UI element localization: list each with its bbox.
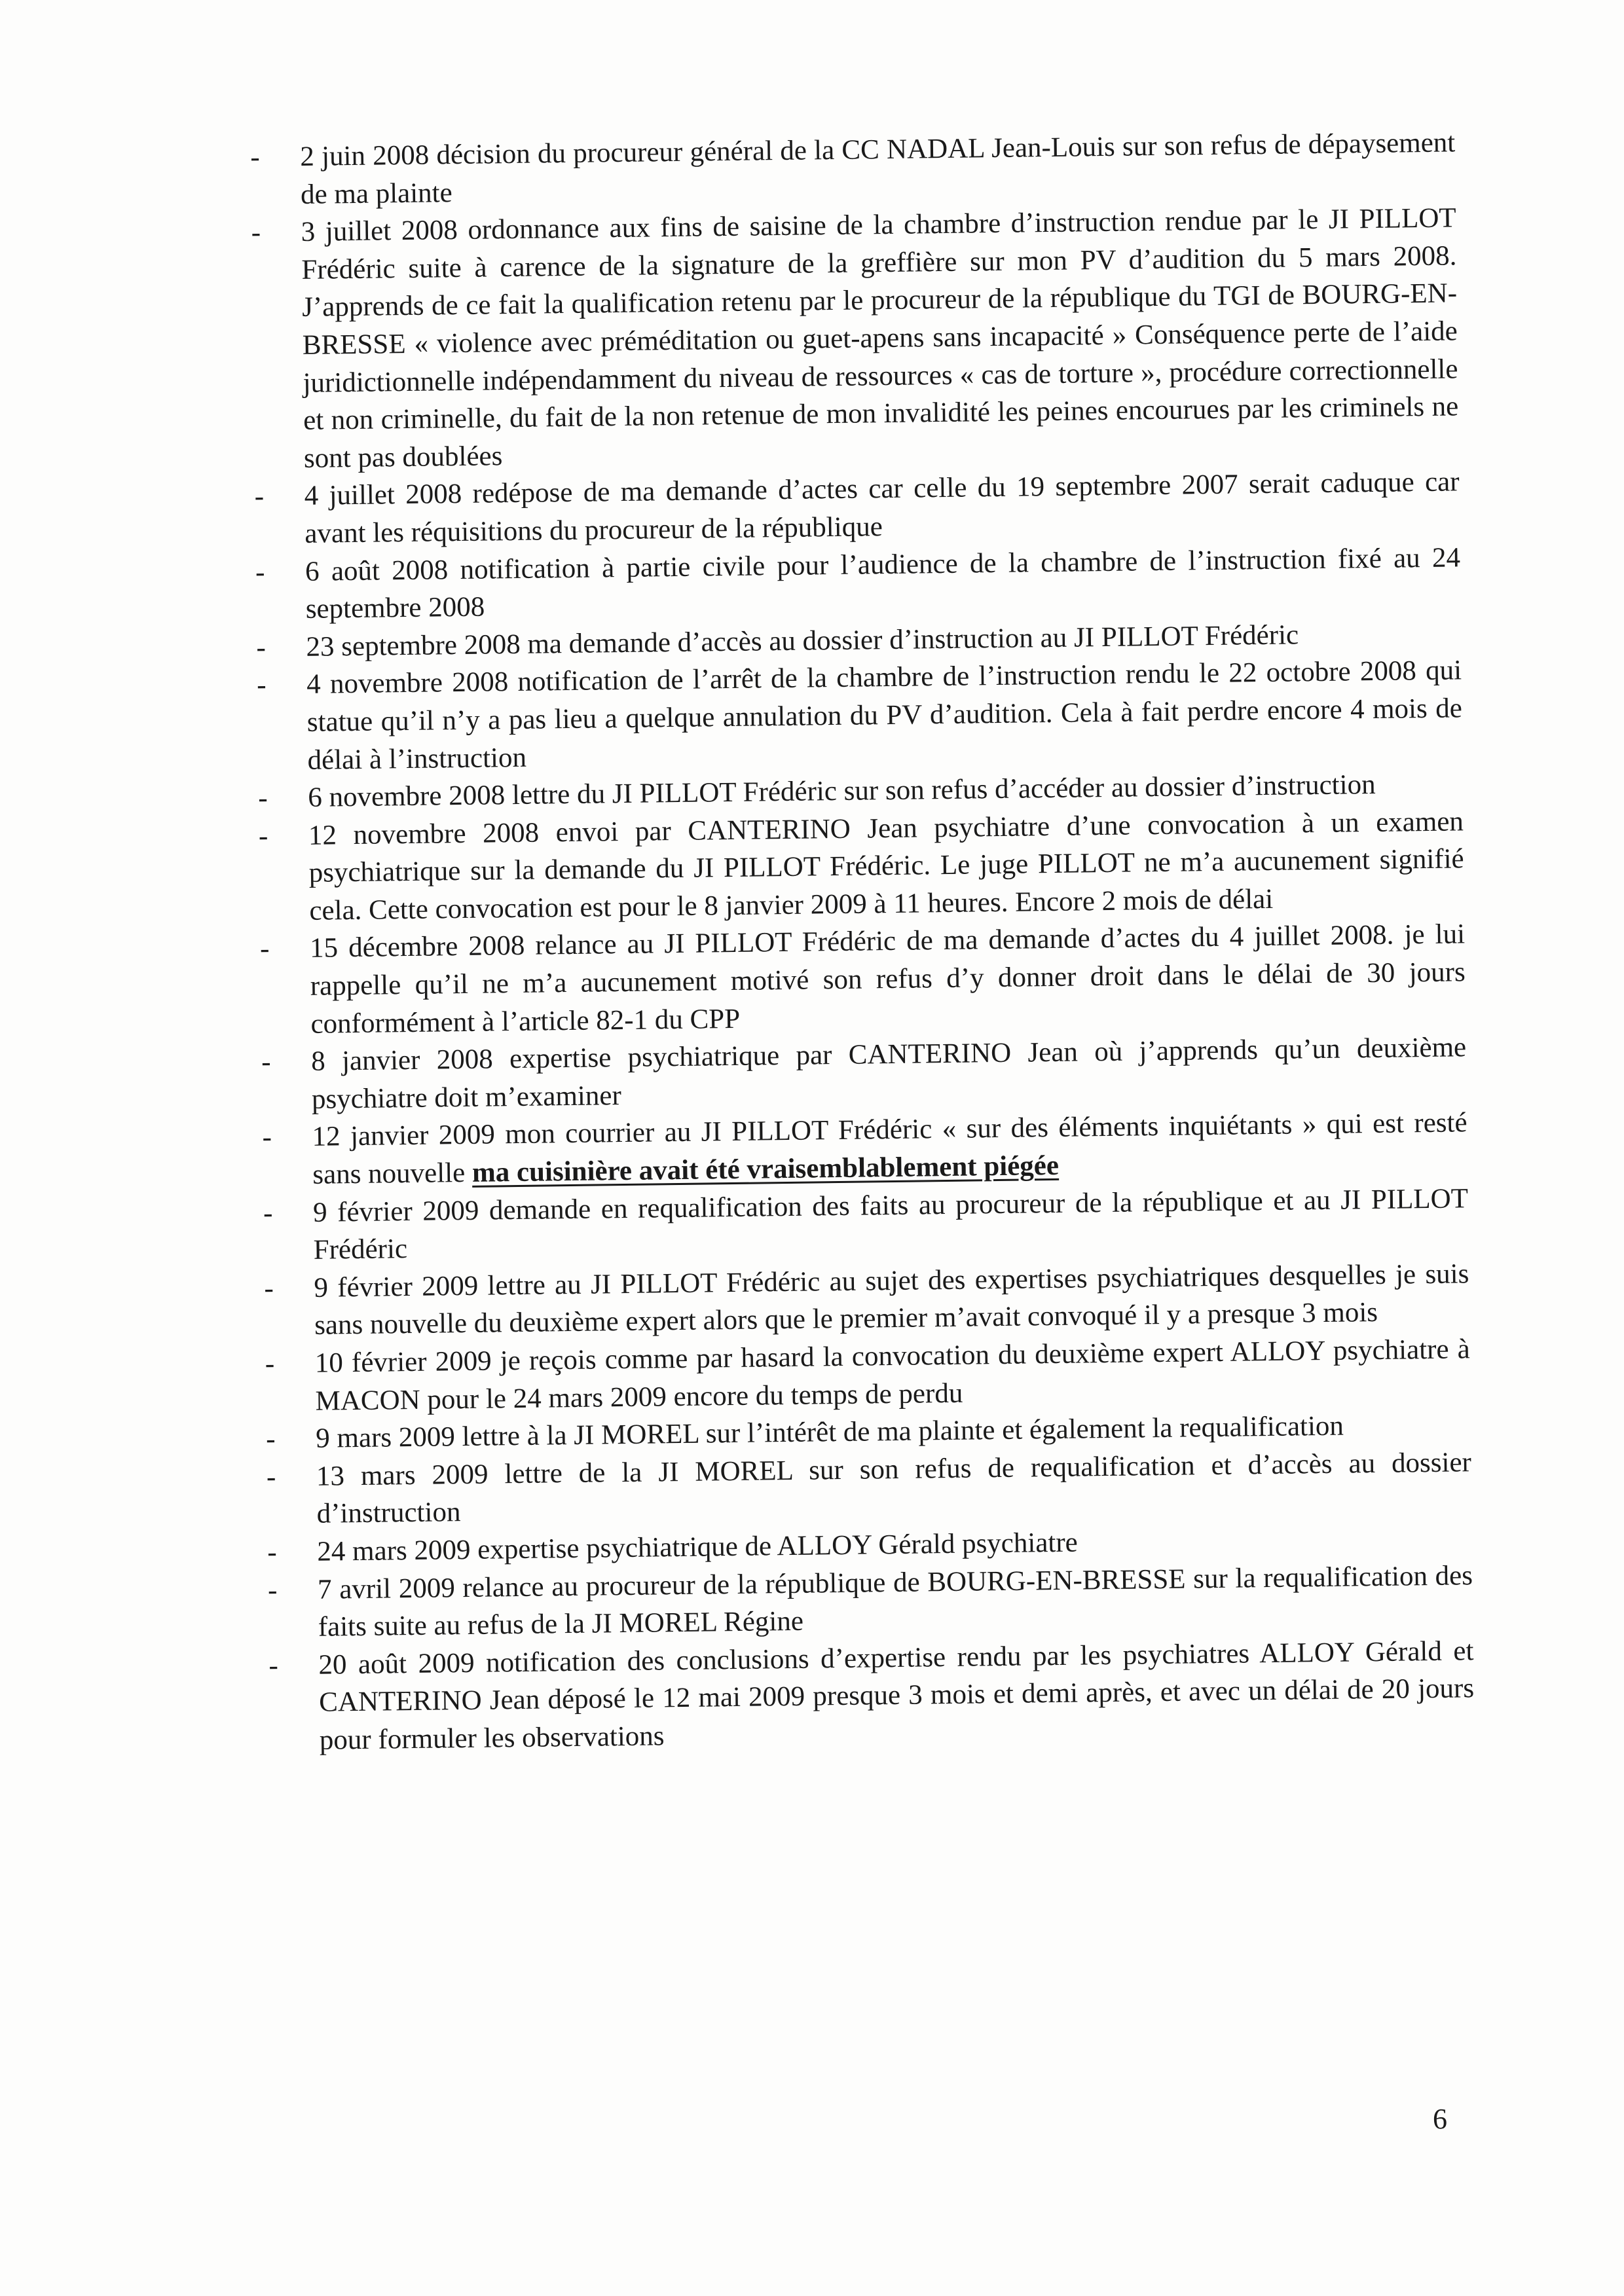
chronology-entry	[259, 1330, 1471, 1421]
entry-text: 13 mars 2009 lettre de la JI MOREL sur son refus de requalification et d’accès au dossier d’instruction	[316, 1447, 1472, 1530]
entry-text: 4 novembre 2008 notification de l’arrêt de la chambre de l’instruction rendu le 22 octobre 2008 qui statue qu’il n’y a pas lieu a quelque annulation du PV d’audition. Cela à fait perdre encore 4 mois de délai à l’instruction	[306, 655, 1463, 776]
entry-dash: -	[250, 141, 260, 173]
entry-dash: -	[251, 217, 261, 249]
chronology-entry	[255, 1029, 1467, 1120]
entry-dash: -	[268, 1650, 279, 1681]
entry-dash: -	[266, 1461, 276, 1493]
entry-dash: -	[265, 1348, 275, 1379]
entry-text: 6 août 2008 notification à partie civile pour l’audience de la chambre de l’instruction fixé au 24 septembre 2008	[304, 541, 1461, 625]
entry-text: 9 mars 2009 lettre à la JI MOREL sur l’intérêt de ma plainte et également la requalification	[315, 1410, 1344, 1454]
entry-dash: -	[256, 632, 267, 663]
entry-dash: -	[256, 669, 267, 701]
entry-dash: -	[258, 820, 268, 852]
chronology-entry	[257, 1180, 1469, 1270]
chronology-entry	[244, 200, 1459, 479]
chronology-list	[244, 124, 1475, 1760]
entry-dash: -	[267, 1575, 278, 1606]
entry-text: 9 février 2009 lettre au JI PILLOT Frédéric au sujet des expertises psychiatriques desquelles je suis sans nouvelle du deuxième expert alors que le premier m’avait convoqué il y a presque 3 mois	[314, 1258, 1469, 1341]
chronology-entry	[248, 464, 1460, 554]
entry-dash: -	[263, 1197, 273, 1229]
entry-text: 10 février 2009 je reçois comme par hasard la convocation du deuxième expert ALLOY psychiatre à MACON pour le 24 mars 2009 encore du temps de perdu	[314, 1334, 1471, 1417]
entry-text: 6 novembre 2008 lettre du JI PILLOT Frédéric sur son refus d’accéder au dossier d’instruction	[308, 769, 1376, 813]
entry-dash: -	[265, 1423, 276, 1455]
entry-text: 12 janvier 2009 mon courrier au JI PILLOT Frédéric « sur des éléments inquiétants » qui est resté sans nouvelle	[312, 1107, 1467, 1190]
entry-text: 23 septembre 2008 ma demande d’accès au dossier d’instruction au JI PILLOT Frédéric	[306, 619, 1299, 663]
chronology-entry	[257, 1255, 1469, 1345]
entry-dash: -	[258, 782, 268, 814]
entry-dash: -	[255, 556, 265, 588]
entry-text: 20 août 2009 notification des conclusions d’expertise rendu par les psychiatres ALLOY Gérald et CANTERINO Jean déposé le 12 mai 2009 presque 3 mois et demi après, et avec un délai de 20 jours pour formuler les observations	[318, 1635, 1475, 1756]
entry-text: 2 juin 2008 décision du procureur général de la CC NADAL Jean-Louis sur son refus de dépaysement de ma plainte	[300, 127, 1456, 210]
page-number: 6	[1433, 2103, 1447, 2135]
chronology-entry	[252, 803, 1465, 930]
entry-text: 4 juillet 2008 redépose de ma demande d’actes car celle du 19 septembre 2007 serait caduque car avant les réquisitions du procureur de la république	[304, 466, 1460, 549]
entry-dash: -	[262, 1122, 272, 1154]
entry-text: 15 décembre 2008 relance au JI PILLOT Frédéric de ma demande d’actes du 4 juillet 2008. je lui rappelle qu’il ne m’a aucunement motivé son refus d’y donner droit dans le délai de 30 jours conformément à l’article 82-1 du CPP	[309, 919, 1466, 1040]
entry-text: 3 juillet 2008 ordonnance aux fins de saisine de la chambre d’instruction rendue par le JI PILLOT Frédéric suite à carence de la signature de la greffière sur mon PV d’audition du 5 mars 2008. J’apprends de ce fait la qualification retenu par le procureur de la république du TGI de BOURG-EN-BRESSE « violence avec préméditation ou guet-apens sans incapacité » Conséquence perte de l’aide juridictionnelle indépendamment du niveau de ressources « cas de torture », procédure correctionnelle et non criminelle, du fait de la non retenue de mon invalidité les peines encourues par les criminels ne sont pas doublées	[301, 202, 1459, 474]
chronology-entry	[244, 124, 1456, 214]
chronology-entry	[250, 652, 1463, 780]
entry-text: 9 février 2009 demande en requalification des faits au procureur de la république et au JI PILLOT Frédéric	[312, 1182, 1469, 1266]
entry-text: 24 mars 2009 expertise psychiatrique de ALLOY Gérald psychiatre	[317, 1527, 1079, 1567]
entry-text: 12 novembre 2008 envoi par CANTERINO Jean psychiatre d’une convocation à un examen psychiatrique sur la demande du JI PILLOT Frédéric. Le juge PILLOT ne m’a aucunement signifié cela. Cette convocation est pour le 8 janvier 2009 à 11 heures. Encore 2 mois de délai	[308, 806, 1464, 926]
chronology-entry	[262, 1632, 1475, 1760]
chronology-entry	[260, 1444, 1472, 1534]
entry-dash: -	[259, 934, 270, 965]
entry-text: 7 avril 2009 relance au procureur de la république de BOURG-EN-BRESSE sur la requalification des faits suite au refus de la JI MOREL Régine	[317, 1559, 1473, 1643]
entry-text: 8 janvier 2008 expertise psychiatrique par CANTERINO Jean où j’apprends qu’un deuxième psychiatre doit m’examiner	[310, 1032, 1467, 1115]
chronology-entry	[249, 539, 1461, 629]
entry-dash: -	[254, 481, 265, 513]
chronology-entry	[253, 916, 1466, 1044]
entry-dash: -	[267, 1537, 277, 1568]
entry-dash: -	[261, 1046, 271, 1078]
entry-dash: -	[264, 1273, 274, 1304]
chronology-entry	[261, 1557, 1473, 1647]
chronology-entry	[255, 1104, 1467, 1195]
entry-emphasis: ma cuisinière avait été vraisemblablement piégée	[471, 1150, 1060, 1188]
